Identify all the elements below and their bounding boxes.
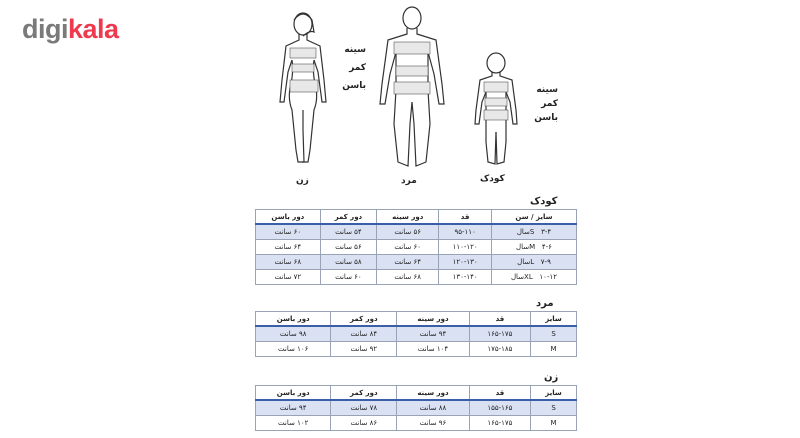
table-row xyxy=(256,240,577,255)
woman-label-chest: سینه xyxy=(344,45,366,55)
chest-cell: ۹۶ سانت xyxy=(397,416,470,431)
hip-cell: ۹۸ سانت xyxy=(256,326,331,342)
waist-cell: ۷۸ سانت xyxy=(331,400,397,416)
header-size: سایز xyxy=(531,312,577,327)
header-height: قد xyxy=(439,210,492,225)
waist-cell: ۸۴ سانت xyxy=(331,326,397,342)
hip-cell: ۱۰۲ سانت xyxy=(256,416,331,431)
waist-cell: ۸۶ سانت xyxy=(331,416,397,431)
chest-cell: ۸۸ سانت xyxy=(397,400,470,416)
woman-size-table xyxy=(255,385,577,431)
table-row xyxy=(256,416,577,431)
height-cell: ۱۶۵-۱۷۵ xyxy=(469,326,530,342)
waist-cell: ۵۶ سانت xyxy=(320,240,376,255)
table-row xyxy=(256,326,577,342)
header-hip: دور باسن xyxy=(256,210,321,225)
hip-cell: ۶۸ سانت xyxy=(256,255,321,270)
child-caption: کودک xyxy=(480,174,505,184)
man-table-title: مرد xyxy=(536,298,554,309)
woman-caption: زن xyxy=(296,176,309,186)
child-label-chest: سینه xyxy=(536,85,558,95)
chest-cell: ۵۶ سانت xyxy=(377,224,439,240)
hip-cell: ۹۴ سانت xyxy=(256,400,331,416)
hip-cell: ۶۰ سانت xyxy=(256,224,321,240)
header-size: سایز xyxy=(531,386,577,401)
header-height: قد xyxy=(469,312,530,327)
child-figure xyxy=(468,52,528,172)
header-height: قد xyxy=(469,386,530,401)
table-row xyxy=(256,342,577,357)
chest-cell: ۹۴ سانت xyxy=(397,326,470,342)
size-age-cell: XL ۱۰-۱۲سال xyxy=(491,270,576,285)
logo-part-kala: kala xyxy=(68,14,119,44)
header-waist: دور کمر xyxy=(331,312,397,327)
header-hip: دور باسن xyxy=(256,386,331,401)
man-size-table xyxy=(255,311,577,357)
table-row xyxy=(256,255,577,270)
chest-cell: ۶۰ سانت xyxy=(377,240,439,255)
size-age-cell: S ۳-۴سال xyxy=(491,224,576,240)
height-cell: ۱۷۵-۱۸۵ xyxy=(469,342,530,357)
height-cell: ۱۶۵-۱۷۵ xyxy=(469,416,530,431)
woman-table-header xyxy=(256,386,577,401)
chest-cell: ۶۸ سانت xyxy=(377,270,439,285)
header-hip: دور باسن xyxy=(256,312,331,327)
height-cell: ۱۳۰-۱۴۰ xyxy=(439,270,492,285)
header-waist: دور کمر xyxy=(331,386,397,401)
child-label-hip: باسن xyxy=(534,113,558,123)
hip-cell: ۶۴ سانت xyxy=(256,240,321,255)
child-label-waist: کمر xyxy=(541,99,558,109)
child-table-title: کودک xyxy=(530,196,558,207)
height-cell: ۱۱۰-۱۲۰ xyxy=(439,240,492,255)
size-cell: S xyxy=(531,400,577,416)
hip-cell: ۱۰۶ سانت xyxy=(256,342,331,357)
size-cell: M xyxy=(531,342,577,357)
header-chest: دور سینه xyxy=(397,386,470,401)
waist-cell: ۵۴ سانت xyxy=(320,224,376,240)
table-row xyxy=(256,400,577,416)
digikala-logo[interactable] xyxy=(22,14,119,45)
chest-cell: ۱۰۴ سانت xyxy=(397,342,470,357)
man-caption: مرد xyxy=(401,176,417,186)
man-figure xyxy=(372,4,452,174)
chest-cell: ۶۴ سانت xyxy=(377,255,439,270)
header-chest: دور سینه xyxy=(377,210,439,225)
man-table-header xyxy=(256,312,577,327)
header-size-age: سایز / سن xyxy=(491,210,576,225)
logo-part-digi: digi xyxy=(22,14,68,44)
size-cell: S xyxy=(531,326,577,342)
size-age-cell: L ۷-۹سال xyxy=(491,255,576,270)
header-waist: دور کمر xyxy=(320,210,376,225)
table-row xyxy=(256,270,577,285)
hip-cell: ۷۲ سانت xyxy=(256,270,321,285)
waist-cell: ۶۰ سانت xyxy=(320,270,376,285)
height-cell: ۱۲۰-۱۳۰ xyxy=(439,255,492,270)
woman-label-hip: باسن xyxy=(342,81,366,91)
child-table-header xyxy=(256,210,577,225)
woman-table-title: زن xyxy=(544,372,559,383)
size-age-cell: M ۴-۶سال xyxy=(491,240,576,255)
size-cell: M xyxy=(531,416,577,431)
header-chest: دور سینه xyxy=(397,312,470,327)
child-size-table xyxy=(255,209,577,285)
table-row xyxy=(256,224,577,240)
waist-cell: ۹۲ سانت xyxy=(331,342,397,357)
woman-label-waist: کمر xyxy=(349,63,366,73)
height-cell: ۹۵-۱۱۰ xyxy=(439,224,492,240)
height-cell: ۱۵۵-۱۶۵ xyxy=(469,400,530,416)
waist-cell: ۵۸ سانت xyxy=(320,255,376,270)
